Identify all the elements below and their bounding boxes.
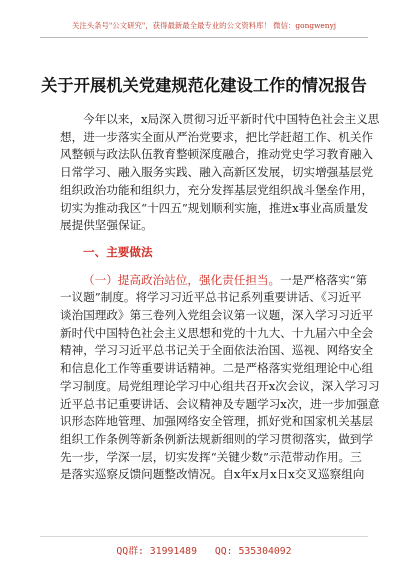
- para1-line: 组织工作条例等新条例新法规新细则的学习贯彻落实，做到学: [60, 431, 374, 446]
- para1-line: 是落实巡察反馈问题整改情况。自x年x月x日x交叉巡察组向: [60, 467, 365, 482]
- intro-line: 今年以来，x局深入贯彻习近平新时代中国特色社会主义思: [83, 112, 380, 126]
- para1-line: 一议题”制度。将学习习近平总书记系列重要讲话、《习近平: [60, 290, 362, 305]
- document-body: [60, 111, 380, 484]
- para1-first-line-rest: 一是严格落实“第: [280, 272, 368, 287]
- para1-line: 精神，学习习近平总书记关于全面依法治国、巡视、网络安全: [60, 343, 374, 358]
- header-divider: [40, 37, 368, 38]
- footer: [0, 543, 408, 557]
- intro-line: 组织政治功能和组织力，充分发挥基层党组织战斗堡垒作用，: [60, 182, 374, 197]
- para1-line: 新时代中国特色社会主义思想和党的十九大、十九届六中全会: [60, 325, 374, 340]
- intro-line: 风整顿与政法队伍教育整顿深度融合，推动党史学习教育融入: [60, 147, 374, 162]
- intro-line: 想，进一步落实全面从严治党要求，把比学赶超工作、机关作: [60, 129, 374, 144]
- para1-line: 先一步，学深一层，切实发挥“关键少数”示范带动作用。三: [60, 449, 362, 464]
- para1-line: 学习制度。局党组理论学习中心组共召开x次会议，深入学习习: [60, 378, 380, 393]
- intro-line: 日常学习、融入服务实践、融入高新区发展，切实增强基层党: [60, 165, 374, 180]
- section-heading: 一、主要做法: [83, 244, 153, 259]
- footer-qq: QQ: 535304092: [214, 546, 292, 557]
- document-title: 关于开展机关党建规范化建设工作的情况报告: [41, 76, 367, 95]
- para1-first-line: [60, 272, 368, 290]
- footer-divider: [40, 536, 368, 537]
- footer-qq-group: QQ群: 31991489: [116, 546, 197, 557]
- intro-line: 切实为推动我区“十四五”规划顺利实施，推进x事业高质量发: [60, 200, 369, 215]
- para1-lead: （一）提高政治站位，强化责任担当。: [83, 272, 281, 287]
- para1-line: 识形态阵地管理、加强网络安全管理，抓好党和国家机关基层: [60, 414, 374, 429]
- para1-line: 近平总书记重要讲话、会议精神及专题学习x次，进一步加强意: [60, 396, 380, 411]
- para1-line: 谈治国理政》第三卷列入党组会议第一议题，深入学习习近平: [60, 308, 374, 323]
- intro-line: 展提供坚强保证。: [60, 218, 153, 233]
- para1-line: 和信息化工作等重要讲话精神。二是严格落实党组理论中心组: [60, 361, 374, 376]
- header-banner: 关注头条号"公文研究"，获得最新最全最专业的公文资料库！ 微信：gongwenyj: [71, 21, 337, 30]
